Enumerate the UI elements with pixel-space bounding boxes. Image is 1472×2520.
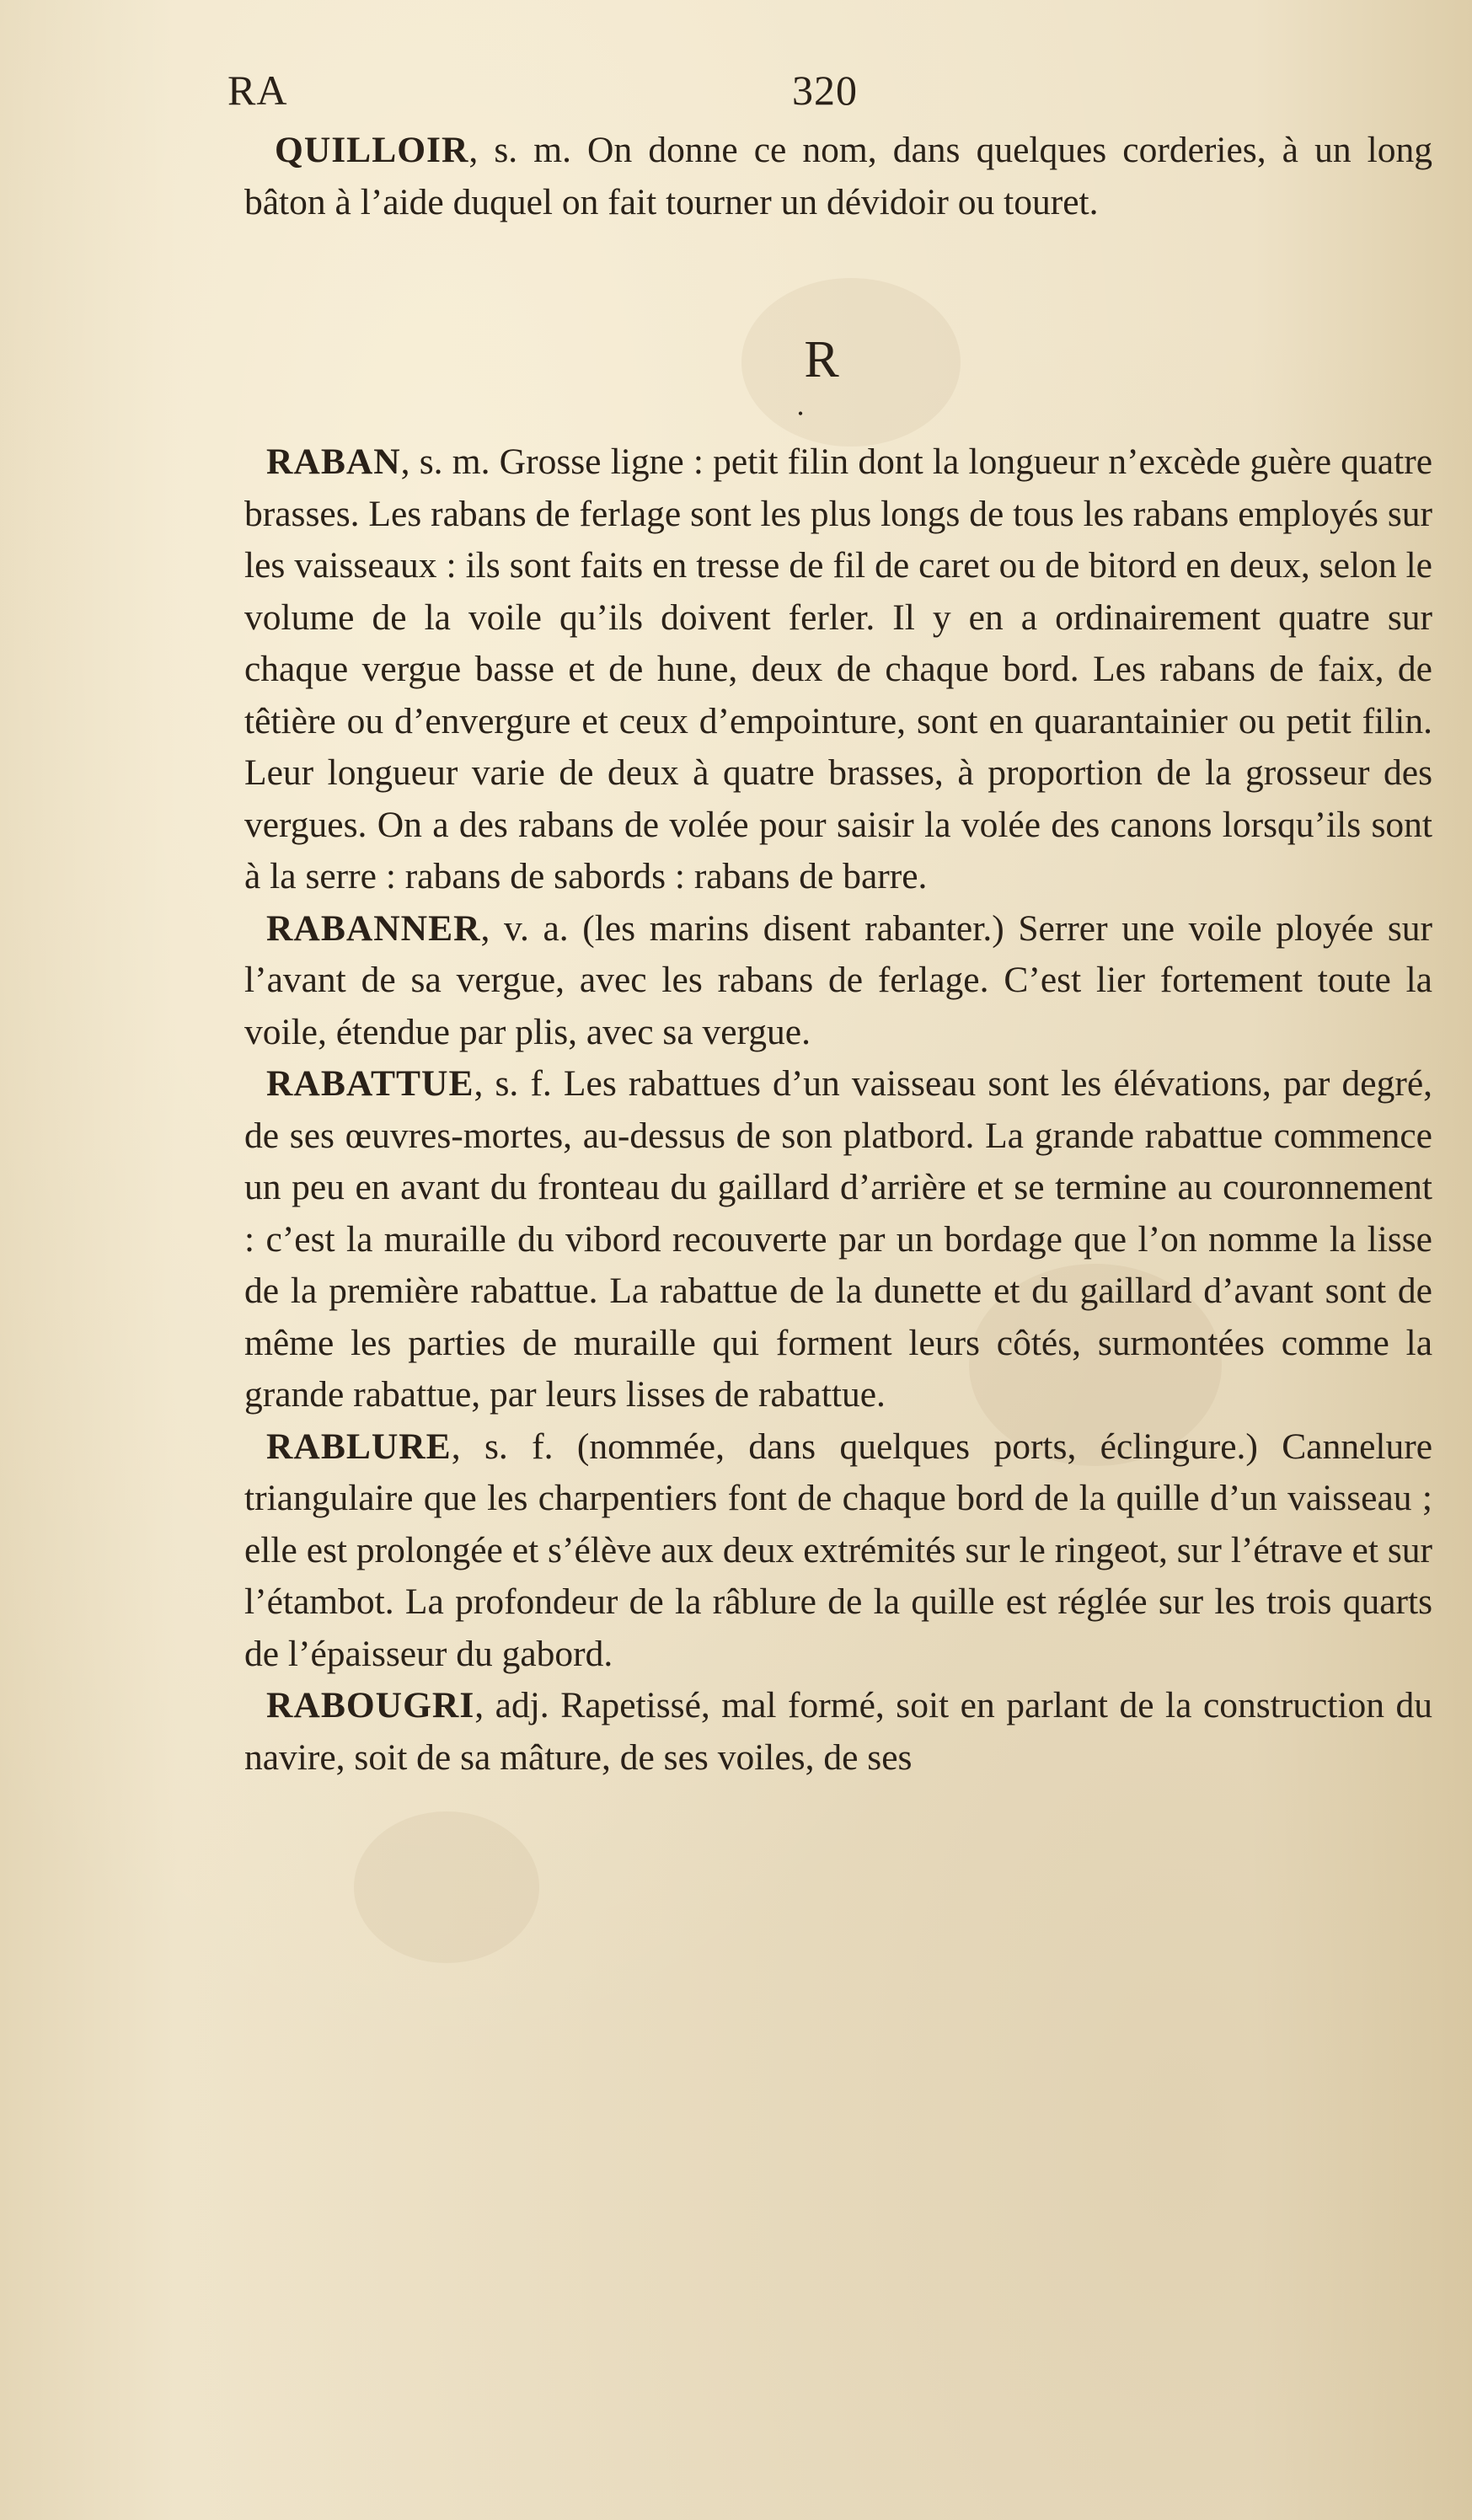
entry-rablure	[244, 1421, 1432, 1681]
entry-headword: RABLURE	[266, 1426, 452, 1467]
entry-definition: , adj. Rapetissé, mal formé, soit en parlant de la construction du navire, soit de sa mâture, de ses voiles, de ses	[244, 1685, 1432, 1778]
running-head: RA	[227, 67, 288, 114]
entry-headword: RABAN	[266, 441, 401, 482]
entry-definition: , s. f. (nommée, dans quelques ports, éclingure.) Cannelure triangulaire que les charpentiers font de chaque bord de la quille d’un vaisseau ; elle est prolongée et s’élève aux deux extrémités sur le ringeot, sur l’étrave et sur l’étambot. La profondeur de la râblure de la quille est réglée sur les trois quarts de l’épaisseur du gabord.	[244, 1426, 1432, 1674]
entry-rabattue	[244, 1058, 1432, 1421]
page-header	[227, 66, 1441, 125]
entry-headword: QUILLOIR	[275, 130, 469, 170]
entry-headword: RABOUGRI	[266, 1685, 475, 1725]
entry-raban	[244, 436, 1432, 903]
entry-quilloir	[244, 125, 1432, 228]
entry-definition: , v. a. (les marins disent rabanter.) Serrer une voile ployée sur l’avant de sa vergue, avec les rabans de ferlage. C’est lier fortement toute la voile, étendue par plis, avec sa vergue.	[244, 907, 1432, 1052]
paper-stain	[354, 1811, 539, 1963]
entry-headword: RABATTUE	[266, 1063, 474, 1104]
entry-rabougri	[244, 1680, 1432, 1784]
dictionary-text	[244, 125, 1432, 1784]
section-letter: R	[804, 331, 839, 388]
ornament-dot: •	[797, 405, 804, 422]
entry-definition: , s. m. Grosse ligne : petit filin dont la longueur n’excède guère quatre brasses. Les rabans de ferlage sont les plus longs de tous les rabans employés sur les vaisseaux : ils sont faits en tresse de fil de caret ou de bitord en deux, selon le volume de la voile qu’ils doivent ferler. Il y en a ordinairement quatre sur chaque vergue basse et de hune, deux de chaque bord. Les rabans de faix, de têtière ou d’envergure et ceux d’empointure, sont en quarantainier ou petit filin. Leur longueur varie de deux à quatre brasses, à proportion de la grosseur des vergues. On a des rabans de volée pour saisir la volée des canons lorsqu’ils sont à la serre : rabans de sabords : rabans de barre.	[244, 441, 1432, 896]
entry-definition: , s. m. On donne ce nom, dans quelques corderies, à un long bâton à l’aide duquel on fait tourner un dévidoir ou touret.	[244, 130, 1432, 222]
entry-rabanner	[244, 903, 1432, 1059]
entry-definition: , s. f. Les rabattues d’un vaisseau sont les élévations, par degré, de ses œuvres-mortes, au-dessus de son platbord. La grande rabattue commence un peu en avant du fronteau du gaillard d’arrière et se termine au couronnement : c’est la muraille du vibord recouverte par un bordage que l’on nomme la lisse de la première rabattue. La rabattue de la dunette et du gaillard d’avant sont de même les parties de muraille qui forment leurs côtés, surmontées comme la grande rabattue, par leurs lisses de rabattue.	[244, 1063, 1432, 1415]
page-number: 320	[792, 67, 858, 114]
entry-headword: RABANNER	[266, 907, 481, 949]
